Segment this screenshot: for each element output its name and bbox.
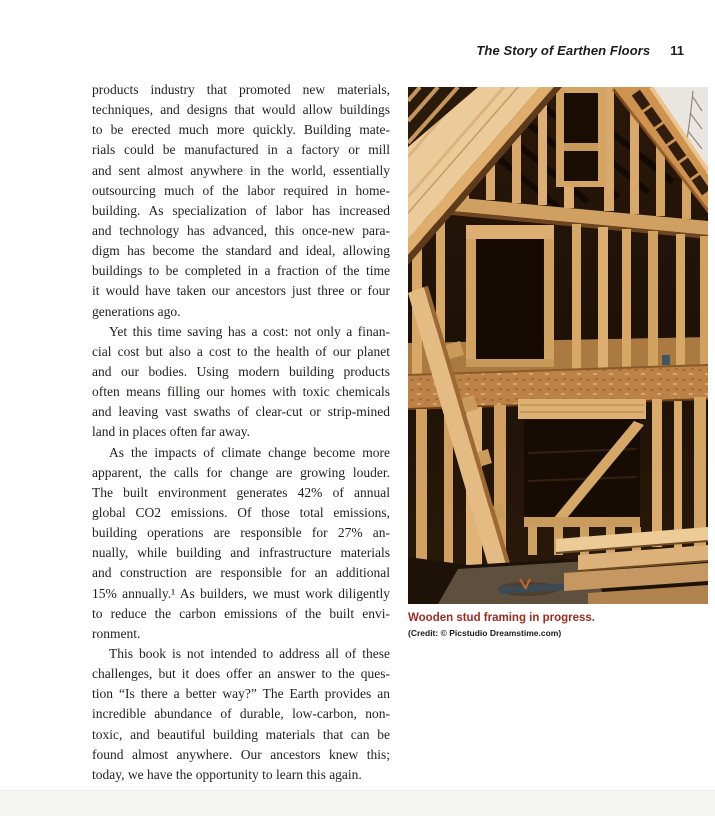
text-line: it would have taken our ancestors just three or four [92,283,390,299]
text-line: 15% annually.¹ As builders, we must work diligently [92,585,390,601]
text-line: and technology has advanced, this once-new para- [92,222,390,238]
figure-photo [408,87,708,604]
text-line: often means filling our homes with toxic chemicals [92,384,390,400]
chapter-title: The Story of Earthen Floors [476,43,651,58]
text-line: products industry that promoted new materials, [92,82,390,97]
text-line: to be erected much more quickly. Building mate- [92,122,390,138]
text-line: outsourcing much of the labor required in home- [92,182,390,198]
text-line: and sent almost anywhere in the world, essentially [92,162,390,178]
text-line: challenges, but it does offer an answer to the ques- [92,666,390,682]
figure-caption: Wooden stud framing in progress. [408,612,595,624]
paragraph [92,80,390,322]
text-line: nually, while building and infrastructure materials [92,545,390,561]
wooden-stud-framing-photo [408,87,708,604]
running-head [476,43,684,58]
paragraph [92,443,390,644]
text-line: building. As specialization of labor has increased [92,202,390,218]
text-line: digm has become the standard and ideal, allowing [92,243,390,259]
text-line: and leaving vast swaths of clear-cut or strip-mined [92,404,390,420]
text-line: toxic, and beautiful building materials that can be [92,726,390,742]
text-line: This book is not intended to address all of these [109,645,390,661]
text-line: cial cost but also a cost to the health of our planet [92,343,390,359]
text-line: land in places often far away. [92,424,251,440]
text-line: buildings to be completed in a fraction of the time [92,263,390,279]
text-line: techniques, and designs that would allow buildings [92,102,390,118]
text-line: today, we have the opportunity to learn this again. [92,766,362,782]
text-line: global CO2 emissions. Of those total emissions, [92,504,390,520]
text-line: to reduce the carbon emissions of the built envi- [92,605,390,621]
text-line: ronment. [92,625,141,641]
page-number: 11 [670,43,684,58]
text-line: tion “Is there a better way?” The Earth provides an [92,686,390,702]
text-line: apparent, the calls for change are growing louder. [92,464,390,480]
text-line: building operations are responsible for 27% an- [92,525,390,541]
figure-credit: (Credit: © Picstudio Dreamstime.com) [408,628,562,638]
text-line: and our bodies. Using modern building products [92,363,390,379]
text-line: incredible abundance of durable, low-carbon, non- [92,706,390,722]
text-line: As the impacts of climate change become more [109,444,390,460]
text-line: and construction are responsible for an additional [92,565,390,581]
text-line: The built environment generates 42% of annual [92,484,390,500]
text-line: generations ago. [92,303,181,319]
paragraph [92,644,390,785]
next-page-edge [0,790,715,816]
body-text [92,80,390,785]
text-line: rials could be manufactured in a factory or mill [92,142,390,158]
text-line: Yet this time saving has a cost: not only a finan- [109,323,390,339]
paragraph [92,322,390,443]
text-line: found almost anywhere. Our ancestors knew this; [92,746,390,762]
